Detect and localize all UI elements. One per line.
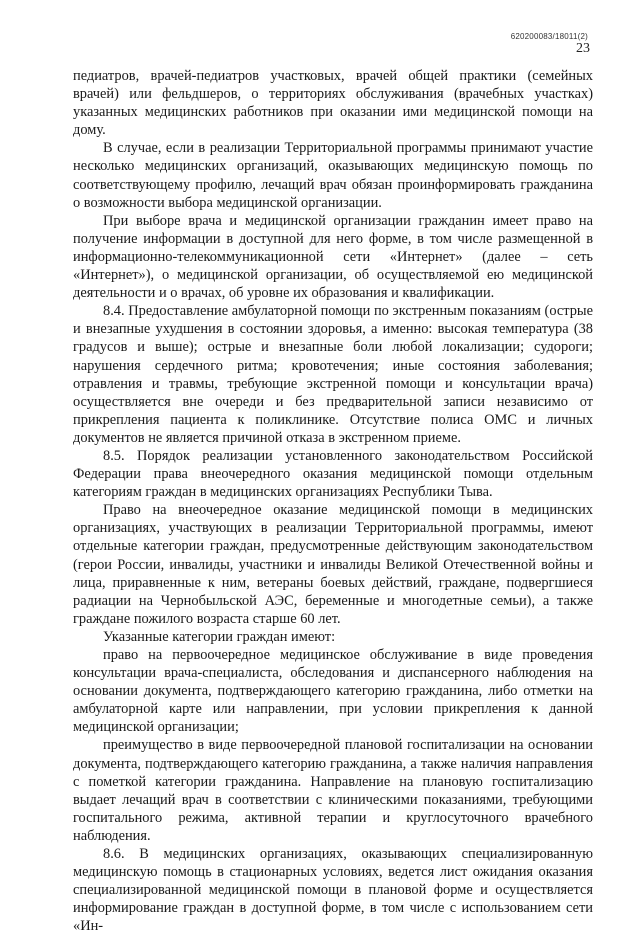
document-code: 620200083/18011(2) [510, 32, 588, 41]
document-body [73, 67, 593, 936]
page-number: 23 [576, 41, 590, 56]
paragraph-section-8-6: 8.6. В медицинских организациях, оказывающих специализированную медицинскую помощь в стационарных условиях, ведется лист ожидания оказания специализированной медицинской помощи в плановой форме и осуществляется информирование граждан в доступной форме, в том числе с использованием сети «Ин- [73, 846, 593, 935]
paragraph: Указанные категории граждан имеют: [103, 628, 336, 645]
paragraph: Право на внеочередное оказание медицинской помощи в медицинских организациях, участвующих в реализации Территориальной программы, имеют отдельные категории граждан, предусмотренные действующим законодательством (герои России, инвалиды, участники и инвалиды Великой Отечественной войны и лица, приравненные к ним, ветераны боевых действий, граждане, подвергшиеся радиации на Чернобыльской АЭС, беременные и многодетные семьи), а также граждане пожилого возраста старше 60 лет. [73, 502, 593, 627]
paragraph-continuation: педиатров, врачей-педиатров участковых, врачей общей практики (семейных врачей) или фельдшеров, о территориях обслуживания (врачебных участках) указанных медицинских работников при оказании ими медицинской помощи на дому. [73, 68, 593, 139]
paragraph-list-item: право на первоочередное медицинское обслуживание в виде проведения консультации врача-специалиста, обследования и диспансерного наблюдения на основании документа, подтверждающего категорию гражданина, либо отметки на амбулаторной карте или направлении, при условии прикрепления к данной медицинской организации; [73, 647, 593, 736]
paragraph: В случае, если в реализации Территориальной программы принимают участие несколько медицинских организаций, оказывающих медицинскую помощь по соответствующему профилю, лечащий врач обязан проинформировать гражданина о возможности выбора медицинской организации. [73, 140, 593, 211]
paragraph: При выборе врача и медицинской организации гражданин имеет право на получение информации в доступной для него форме, в том числе размещенной в информационно-телекоммуникационной сети «Интернет» (далее – сеть «Интернет»), о медицинской организации, об осуществляемой ею медицинской деятельности и о врачах, об уровне их образования и квалификации. [73, 212, 593, 302]
paragraph-section-8-4: 8.4. Предоставление амбулаторной помощи по экстренным показаниям (острые и внезапные ухудшения в состоянии здоровья, а именно: высокая температура (38 градусов и выше); острые и внезапные боли любой локализации; судороги; нарушения сердечного ритма; кровотечения; иные состояния заболевания; отравления и травмы, требующие экстренной помощи и консультации врача) осуществляется вне очереди и без предварительной записи независимо от прикрепления пациента к поликлинике. Отсутствие полиса ОМС и личных документов не является причиной отказа в экстренном приеме. [73, 303, 593, 446]
paragraph-list-item: преимущество в виде первоочередной плановой госпитализации на основании документа, подтверждающего категорию гражданина, а также наличия направления с пометкой категории гражданина. Направление на плановую госпитализацию выдает лечащий врач в соответствии с клиническими показаниями, требующими госпитального режима, активной терапии и круглосуточного врачебного наблюдения. [73, 737, 593, 844]
paragraph-section-8-5: 8.5. Порядок реализации установленного законодательством Российской Федерации права внеочередного оказания медицинской помощи отдельным категориям граждан в медицинских организациях Республики Тыва. [73, 447, 593, 501]
